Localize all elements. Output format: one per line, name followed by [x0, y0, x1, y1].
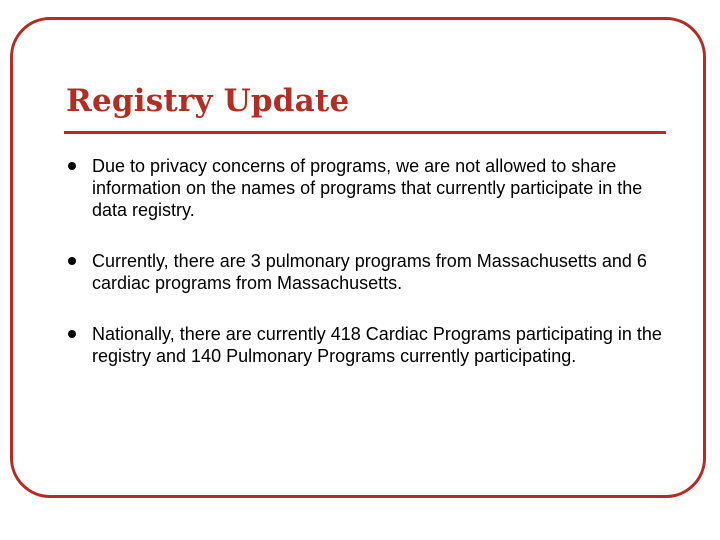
bullet-dot-icon [68, 330, 76, 338]
bullet-text: Currently, there are 3 pulmonary programs from Massachusetts and 6 cardiac programs from Massachusetts. [92, 251, 647, 293]
title-underline [64, 131, 666, 134]
bullet-text: Nationally, there are currently 418 Cardiac Programs participating in the registry and 140 Pulmonary Programs currently participating. [92, 324, 662, 366]
bullet-item [66, 250, 666, 294]
bullet-item [66, 323, 666, 367]
bullet-dot-icon [68, 257, 76, 265]
bullet-dot-icon [68, 162, 76, 170]
bullet-text: Due to privacy concerns of programs, we are not allowed to share information on the names of programs that currently participate in the data registry. [92, 156, 643, 220]
bullet-list [66, 155, 666, 367]
bullet-item [66, 155, 666, 221]
slide-title: Registry Update [66, 83, 350, 119]
